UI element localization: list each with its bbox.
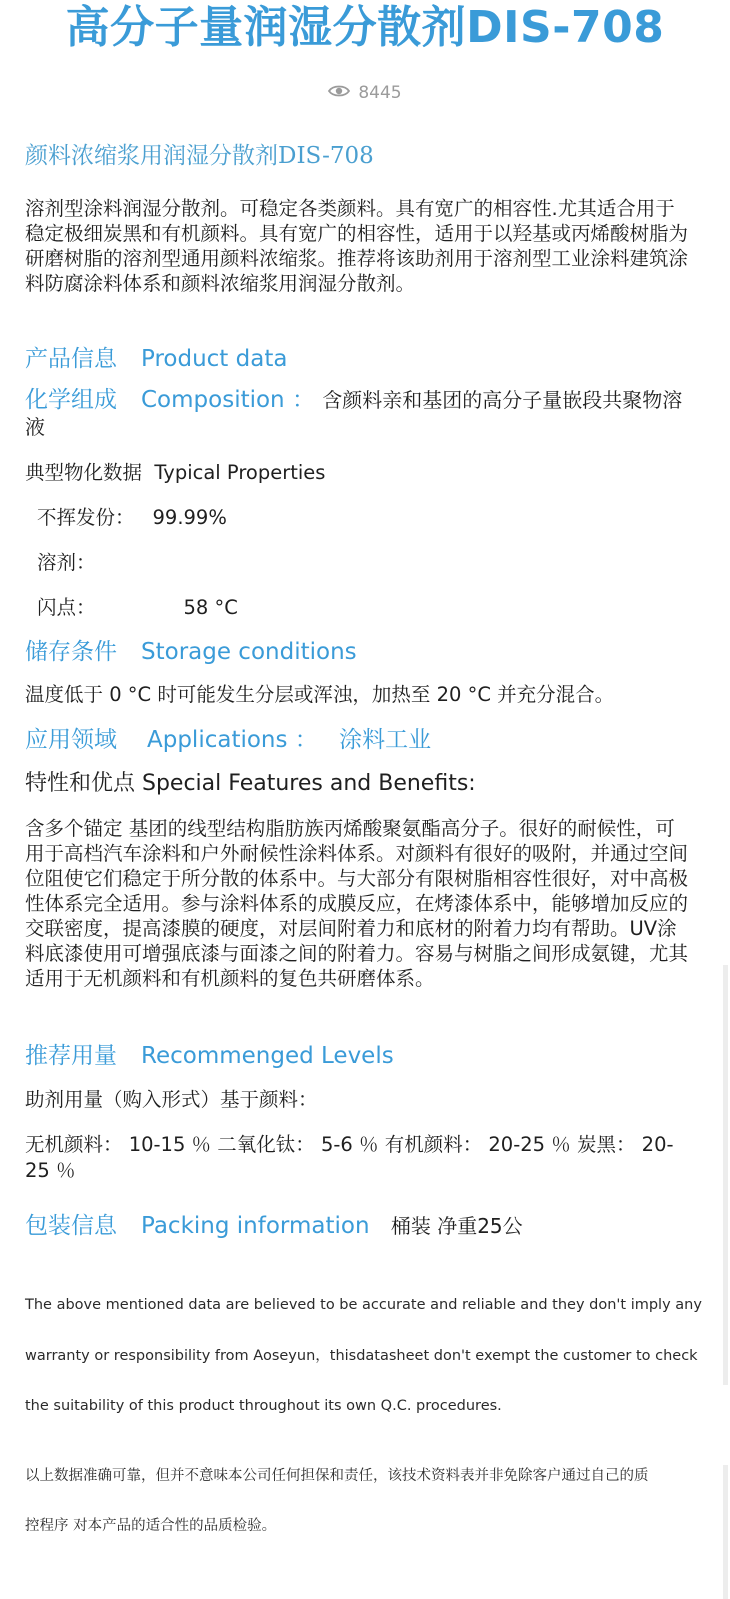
prop-label: 闪点：	[37, 596, 96, 619]
prop-label: 溶剂：	[37, 551, 96, 574]
typical-zh: 典型物化数据	[25, 461, 143, 484]
subtitle: 颜料浓缩浆用润湿分散剂DIS-708	[25, 143, 374, 169]
disclaimer-zh-line: 控程序 对本产品的适合性的品质检验。	[25, 1518, 277, 1534]
page-title: 高分子量润湿分散剂DIS-708	[65, 2, 665, 53]
product-data-heading	[25, 344, 688, 374]
scrollbar[interactable]	[723, 1465, 728, 1599]
scrollbar[interactable]	[723, 965, 728, 1385]
view-count: 8445	[358, 83, 402, 103]
levels-values: 无机颜料： 10-15 ％ 二氧化钛： 5-6 ％ 有机颜料： 20-25 ％ 炭黑： 20-25 ％	[25, 1133, 674, 1182]
prop-row	[37, 595, 688, 621]
applications-zh: 应用领域	[25, 727, 117, 753]
applications-value: 涂料工业	[339, 727, 432, 753]
prop-row	[37, 505, 688, 531]
prop-label: 不挥发份：	[37, 506, 135, 529]
packing-en: Packing information	[141, 1213, 370, 1239]
product-data-en: Product data	[141, 346, 288, 372]
disclaimer-en-line: The above mentioned data are believed to be accurate and reliable and they don't imply any	[25, 1297, 702, 1313]
composition-value: 含颜料亲和基团的高分子量嵌段共聚物溶液	[25, 388, 683, 439]
eye-icon	[328, 80, 350, 106]
composition-en: Composition ：	[141, 387, 315, 413]
typical-en: Typical Properties	[154, 461, 326, 484]
features-paragraph: 含多个锚定 基团的线型结构脂肪族丙烯酸聚氨酯高分子。很好的耐候性，可用于高档汽车涂料和户外耐候性涂料体系。对颜料有很好的吸附，并通过空间位阻使它们稳定于所分散的体系中。与大部分有限树脂相容性很好，对中高极性体系完全适用。参与涂料体系的成膜反应，在烤漆体系中，能够增加反应的交联密度，提高漆膜的硬度，对层间附着力和底材的附着力均有帮助。UV涂料底漆使用可增强底漆与面漆之间的附着力。容易与树脂之间形成氨键，尤其适用于无机颜料和有机颜料的复色共研磨体系。	[25, 817, 689, 990]
applications-en: Applications ：	[147, 727, 318, 753]
disclaimer-zh-line: 以上数据准确可靠，但并不意味本公司任何担保和责任，该技术资料表并非免除客户通过自己的质	[25, 1468, 649, 1484]
storage-heading	[25, 637, 688, 667]
packing-value: 桶装 净重25公	[390, 1214, 523, 1238]
levels-en: Recommenged Levels	[141, 1043, 394, 1069]
intro-paragraph: 溶剂型涂料润湿分散剂。可稳定各类颜料。具有宽广的相容性.尤其适合用于稳定极细炭黑和有机颜料。具有宽广的相容性，适用于以羟基或丙烯酸树脂为研磨树脂的溶剂型通用颜料浓缩浆。推荐将该助剂用于溶剂型工业涂料建筑涂料防腐涂料体系和颜料浓缩浆用润湿分散剂。	[25, 197, 689, 295]
packing-row	[25, 1211, 720, 1241]
prop-row	[37, 550, 688, 576]
prop-value: 99.99%	[152, 506, 227, 529]
prop-value: 58 °C	[183, 596, 238, 619]
levels-basis: 助剂用量（购入形式）基于颜料：	[25, 1088, 318, 1111]
storage-en: Storage conditions	[141, 639, 357, 665]
disclaimer-en-line: warranty or responsibility from Aoseyun，thisdatasheet don't exempt the customer to check	[25, 1348, 698, 1364]
storage-text: 温度低于 0 °C 时可能发生分层或浑浊，加热至 20 °C 并充分混合。	[25, 683, 615, 706]
levels-zh: 推荐用量	[25, 1043, 117, 1069]
composition-row	[25, 387, 688, 441]
view-counter	[0, 80, 730, 106]
composition-zh: 化学组成	[25, 387, 117, 413]
disclaimer-en-line: the suitability of this product throughout its own Q.C. procedures.	[25, 1398, 502, 1414]
product-data-zh: 产品信息	[25, 346, 117, 372]
packing-zh: 包装信息	[25, 1213, 117, 1239]
applications-row	[25, 725, 688, 755]
features-heading: 特性和优点 Special Features and Benefits:	[25, 771, 476, 796]
levels-heading	[25, 1041, 688, 1071]
storage-zh: 储存条件	[25, 639, 117, 665]
typical-properties-heading	[25, 460, 688, 486]
